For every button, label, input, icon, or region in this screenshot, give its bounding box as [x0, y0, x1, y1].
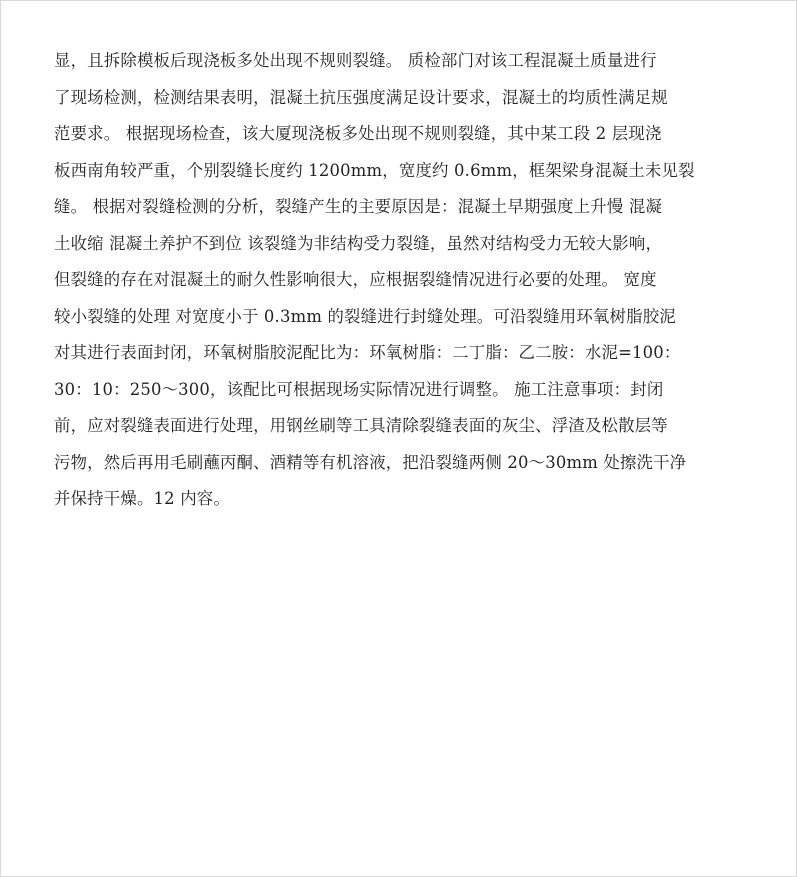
text-line: 显，且拆除模板后现浇板多处出现不规则裂缝。 质检部门对该工程混凝土质量进行	[54, 51, 657, 70]
text-line: 板西南角较严重，个别裂缝长度约 1200mm，宽度约 0.6mm，框架梁身混凝土未见裂	[54, 160, 695, 180]
document-body	[54, 43, 744, 518]
text-line: 30：10：250～300，该配比可根据现场实际情况进行调整。 施工注意事项：封闭	[54, 379, 664, 399]
text-line: 较小裂缝的处理 对宽度小于 0.3mm 的裂缝进行封缝处理。可沿裂缝用环氧树脂胶泥	[54, 306, 676, 326]
text-line: 缝。 根据对裂缝检测的分析，裂缝产生的主要原因是：混凝土早期强度上升慢 混凝	[54, 197, 663, 216]
text-line: 污物，然后再用毛刷蘸丙酮、酒精等有机溶液，把沿裂缝两侧 20～30mm 处擦洗干净	[54, 452, 687, 472]
text-line: 范要求。 根据现场检查，该大厦现浇板多处出现不规则裂缝，其中某工段 2 层现浇	[54, 124, 662, 143]
text-line: 前，应对裂缝表面进行处理，用钢丝刷等工具清除裂缝表面的灰尘、浮渣及松散层等	[54, 416, 668, 435]
text-line: 并保持干燥。12 内容。	[54, 489, 230, 508]
text-line: 土收缩 混凝土养护不到位 该裂缝为非结构受力裂缝，虽然对结构受力无较大影响，	[54, 233, 663, 253]
text-line: 对其进行表面封闭，环氧树脂胶泥配比为：环氧树脂：二丁脂：乙二胺：水泥=100：	[54, 343, 681, 362]
text-line: 了现场检测，检测结果表明，混凝土抗压强度满足设计要求，混凝土的均质性满足规	[54, 87, 668, 107]
text-line: 但裂缝的存在对混凝土的耐久性影响很大，应根据裂缝情况进行必要的处理。 宽度	[54, 270, 657, 289]
